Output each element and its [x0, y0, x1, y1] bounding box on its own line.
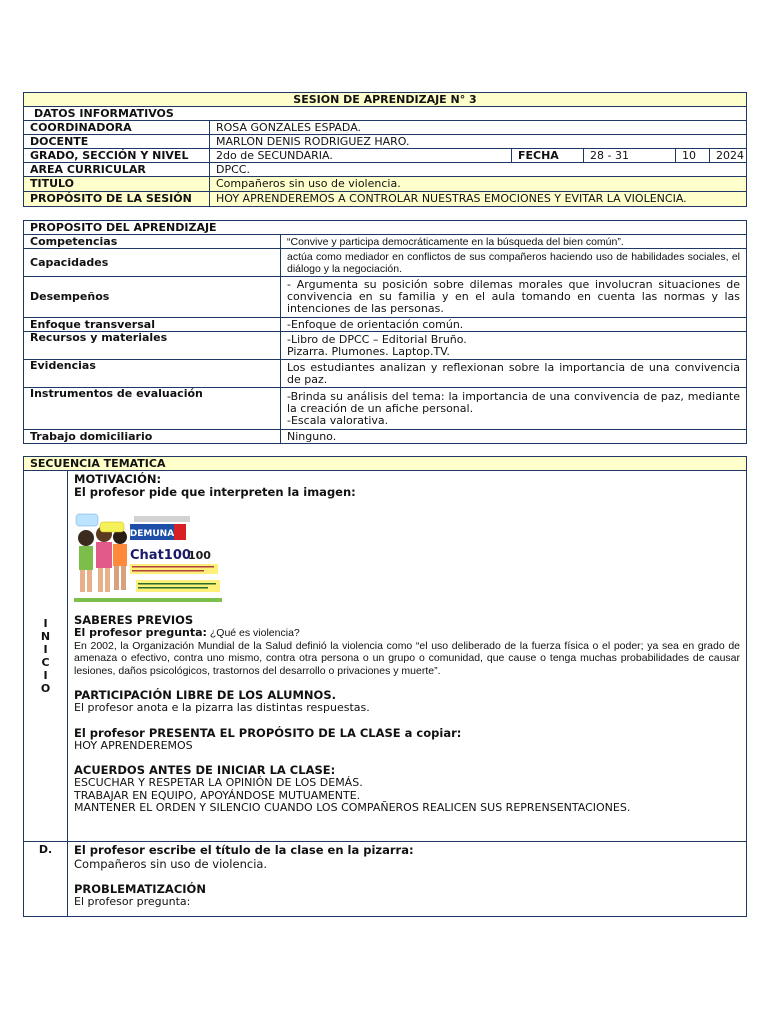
instrumentos-line-2: -Escala valorativa.	[287, 413, 389, 427]
docente-label: DOCENTE	[24, 135, 210, 149]
proposito-table	[23, 220, 747, 444]
fecha-month: 10	[676, 149, 710, 163]
pregunta-line	[74, 627, 740, 640]
competencias-label: Competencias	[24, 235, 281, 249]
acuerdo-item: MANTENER EL ORDEN Y SILENCIO CUANDO LOS COMPAÑEROS REALICEN SUS REPRENSENTACIONES.	[74, 801, 631, 814]
evidencias-value: Los estudiantes analizan y reflexionan sobre la importancia de una convivencia de paz.	[281, 360, 747, 388]
fecha-label: FECHA	[512, 149, 584, 163]
acuerdos-title: ACUERDOS ANTES DE INICIAR LA CLASE:	[74, 763, 336, 777]
instrumentos-value	[281, 388, 747, 430]
participacion-text: El profesor anota e la pizarra las distintas respuestas.	[74, 701, 370, 714]
inicio-content	[68, 471, 747, 842]
inicio-vertical-label	[24, 471, 68, 842]
motivacion-title: MOTIVACIÓN:	[74, 472, 162, 486]
escribe-title: El profesor escribe el título de la clase en la pizarra:	[74, 843, 414, 857]
desarrollo-content	[68, 842, 747, 917]
coordinadora-value: ROSA GONZALES ESPADA.	[210, 121, 747, 135]
evidencias-label: Evidencias	[24, 360, 281, 388]
demuna-logo-text: DEMUNA	[129, 529, 175, 539]
inicio-letter: I	[43, 669, 48, 682]
area-value: DPCC.	[210, 163, 747, 177]
definicion-text: En 2002, la Organización Mundial de la Salud definió la violencia como “el uso deliberado de la fuerza física o el poder; ya sea en grado de amenaza o efectivo, contra uno mismo, contra otra persona o un grupo o comunidad, que cause o tenga muchas probabilidades de causar lesiones, daños psicológicos, trastornos del desarrollo o privaciones y muerte”.	[74, 639, 741, 677]
datos-informativos-table	[23, 92, 747, 207]
enfoque-label: Enfoque transversal	[24, 318, 281, 332]
desarrollo-label: D.	[24, 842, 68, 917]
area-label: AREA CURRICULAR	[24, 163, 210, 177]
presenta-title: El profesor PRESENTA EL PROPÓSITO DE LA CLASE a copiar:	[74, 725, 462, 740]
coordinadora-label: COORDINADORA	[24, 121, 210, 135]
enfoque-value: -Enfoque de orientación común.	[281, 318, 747, 332]
chat100-text: Chat100	[130, 548, 191, 563]
escribe-text: Compañeros sin uso de violencia.	[74, 857, 268, 871]
linea100-badge: 100	[188, 549, 211, 562]
secuencia-table	[23, 456, 747, 917]
competencias-value: “Convive y participa democráticamente en la búsqueda del bien común”.	[281, 235, 747, 249]
datos-informativos-heading: DATOS INFORMATIVOS	[24, 107, 747, 121]
demuna-poster-image	[74, 504, 222, 602]
capacidades-label: Capacidades	[24, 249, 281, 277]
recursos-value	[281, 332, 747, 360]
desempenos-label: Desempeños	[24, 277, 281, 318]
grado-label: GRADO, SECCIÓN Y NIVEL	[24, 149, 210, 163]
capacidades-value: actúa como mediador en conflictos de sus compañeros haciendo uso de habilidades sociales, el diálogo y la negociación.	[281, 249, 747, 277]
instrumentos-line-1: -Brinda su análisis del tema: la importancia de una convivencia de paz, mediante la creación de un afiche personal.	[287, 389, 741, 415]
inicio-letter: O	[40, 682, 51, 695]
pregunta-label: El profesor pregunta:	[74, 626, 207, 639]
recursos-label: Recursos y materiales	[24, 332, 281, 360]
presenta-text: HOY APRENDEREMOS	[74, 738, 193, 752]
saberes-title: SABERES PREVIOS	[74, 613, 194, 627]
inicio-letter: I	[43, 617, 48, 630]
secuencia-title: SECUENCIA TEMATICA	[24, 457, 747, 471]
problematizacion-text: El profesor pregunta:	[74, 895, 191, 908]
trabajo-label: Trabajo domiciliario	[24, 430, 281, 444]
fecha-year: 2024	[710, 149, 747, 163]
inicio-letter: C	[41, 656, 50, 669]
motivacion-text: El profesor pide que interpreten la imagen:	[74, 485, 356, 499]
inicio-letter: N	[40, 630, 51, 643]
proposito-title: PROPOSITO DEL APRENDIZAJE	[24, 221, 747, 235]
fecha-days: 28 - 31	[584, 149, 676, 163]
docente-value: MARLON DENIS RODRIGUEZ HARO.	[210, 135, 747, 149]
desempenos-value: - Argumenta su posición sobre dilemas morales que involucran situaciones de convivencia en su familia y en el aula tomando en cuenta las normas y las intenciones de las personas.	[281, 277, 747, 318]
acuerdo-item: ESCUCHAR Y RESPETAR LA OPINIÓN DE LOS DEMÁS.	[74, 776, 363, 789]
inicio-letter: I	[43, 643, 48, 656]
titulo-label: TITULO	[24, 177, 210, 192]
problematizacion-title: PROBLEMATIZACIÓN	[74, 882, 206, 896]
titulo-value: Compañeros sin uso de violencia.	[210, 177, 747, 192]
acuerdo-item: TRABAJAR EN EQUIPO, APOYÁNDOSE MUTUAMENTE.	[74, 788, 361, 802]
grado-value: 2do de SECUNDARIA.	[210, 149, 512, 163]
recursos-line-1: -Libro de DPCC – Editorial Bruño.	[287, 332, 467, 346]
trabajo-value: Ninguno.	[281, 430, 747, 444]
pregunta-text: ¿Qué es violencia?	[206, 627, 300, 639]
instrumentos-label: Instrumentos de evaluación	[24, 388, 281, 430]
recursos-line-2: Pizarra. Plumones. Laptop.TV.	[287, 344, 450, 358]
proposito-sesion-value: HOY APRENDEREMOS A CONTROLAR NUESTRAS EMOCIONES Y EVITAR LA VIOLENCIA.	[210, 192, 747, 207]
session-title: SESION DE APRENDIZAJE N° 3	[24, 93, 747, 107]
proposito-sesion-label: PROPÓSITO DE LA SESIÓN	[24, 192, 210, 207]
participacion-title: PARTICIPACIÓN LIBRE DE LOS ALUMNOS.	[74, 688, 336, 702]
